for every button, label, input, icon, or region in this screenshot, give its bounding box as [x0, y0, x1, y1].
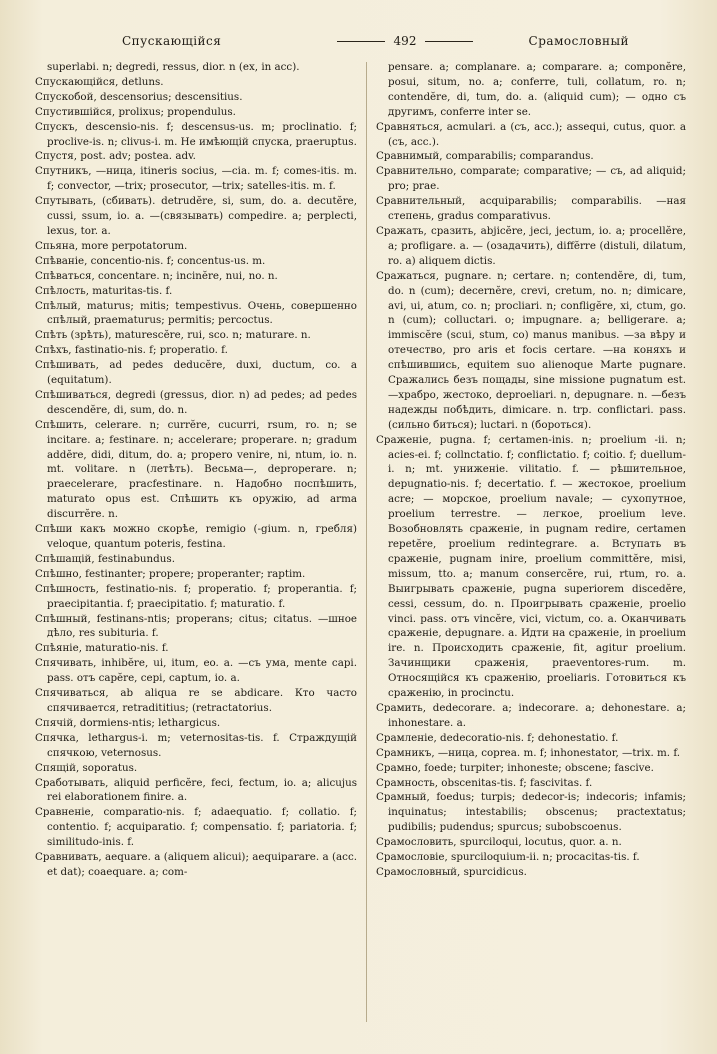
dictionary-entry: Спѣшащій, festinabundus.	[35, 552, 175, 565]
dictionary-entry: Спячій, dormiens-ntis; lethargicus.	[35, 716, 221, 729]
dictionary-entry: Срамленіе, dedecoratio-nis. f; dehonestatio. f.	[376, 731, 619, 744]
dictionary-entry: Спящій, soporatus.	[35, 761, 138, 774]
page-header	[40, 34, 677, 52]
dictionary-entry: Спячиваться, ab aliqua re se abdicare. Кто часто спячивается, retradititius; (retractatorius.	[35, 687, 357, 714]
dictionary-entry: superlabi. n; degredi, ressus, dior. n (ex, in acc).	[47, 61, 300, 73]
dictionary-entry: Спутникъ, —ница, itineris socius, —cia. m. f; comes-itis. m. f; convector, —trix; prosecutor, —trix; satelles-itis. m. f.	[35, 165, 357, 193]
dictionary-entry: Спѣшивать, ad pedes deducĕre, duxi, ductum, co. a (equitatum).	[35, 359, 357, 387]
right-column	[376, 60, 686, 880]
column-divider	[366, 62, 367, 1022]
dictionary-entry: Спѣяніе, maturatio-nis. f.	[35, 642, 169, 655]
dictionary-entry: Сравнивать, aequare. a (aliquem alicui); aequiparare. a (acc. et dat); coaequare. a; com-	[35, 851, 357, 878]
dictionary-entry: Сражаться, pugnare. n; certare. n; contendĕre, di, tum, do. n (cum); decernĕre, crevi, cretum, no. n; dimicare, avi, ui, atum, co. n; procliari. n; confligĕre, xi, ctum, go. n (cum); colluctari. o; impugnare. a; belligerare. a; immiscĕre (scui, stum, co) manus manibus. —за вѣру и отечество, pro aris et focis certare. —на коняхъ и спѣшившись, equitem suo alienoque Marte pugnare. Сражались безъ пощады, sine missione pugnatum est. —храбро, жестоко, deproeliari. n, depugnare. n. —безъ надежды побѣдить, dimicare. n. trp. conflictari. pass. (сильно биться); luctari. n (бороться).	[376, 269, 686, 431]
dictionary-entry: Спустя, post. adv; postea. adv.	[35, 150, 196, 163]
dictionary-entry: Спѣшить, celerare. n; currĕre, cucurri, rsum, ro. n; se incitare. a; festinare. n; accelerare; properare. n; gradum addĕre, didi, ditum, do. a; propero venire, ni, ntum, io. n. mt. volitare. n (летѣть). Весьма—, deproperare. n; praecelerare, pracfestinare. n. Надобно поспѣшить, maturato opus est. Спѣшить къ оружію, ad arma discurrĕre. n.	[35, 418, 357, 521]
dictionary-entry: Спускающійся, detluns.	[35, 75, 164, 88]
dictionary-entry: Спѣваться, concentare. n; incinĕre, nui, no. n.	[35, 269, 278, 282]
dictionary-entry: Сравнимый, comparabilis; comparandus.	[376, 150, 594, 163]
dictionary-entry: Сравняться, acmulari. a (съ, acc.); assequi, cutus, quor. a (съ, acc.).	[376, 120, 686, 148]
dictionary-entry: Спѣлый, maturus; mitis; tempestivus. Очень, совершенно спѣлый, praematurus; permitis; percoctus.	[35, 299, 357, 327]
dictionary-entry: Спѣши какъ можно скорѣе, remigio (-gium. n, гребля) veloque, quantum poteris, festina.	[35, 523, 357, 550]
dictionary-entry: Сравнительно, comparate; comparative; — съ, ad aliquid; pro; prae.	[376, 165, 686, 193]
dictionary-entry: Спускъ, descensio-nis. f; descensus-us. m; proclinatio. f; proclive-is. n; clivus-i. m. Не имѣющій спуска, praeruptus.	[35, 120, 357, 148]
dictionary-entry: Спѣшиваться, degredi (gressus, dior. n) ad pedes; ad pedes descendĕre, di, sum, do. n.	[35, 388, 357, 416]
dictionary-entry: Спячка, lethargus-i. m; veternositas-tis. f. Страждущій спячкою, veternosus.	[35, 731, 357, 759]
page-number-block	[310, 34, 500, 48]
dictionary-entry: Спускобой, descensorius; descensitius.	[35, 90, 243, 103]
dictionary-entry: Сраженіе, pugna. f; certamen-inis. n; proelium -ii. n; acies-ei. f; collnctatio. f; conflictatio. f; coitio. f; duellum-i. n; mt. униженіе. vilitatio. f. — рѣшительное, depugnatio-nis. f; decertatio. f. — жестокое, proelium acre; — морское, proelium navale; — сухопутное, proelium terrestre. — легкое, proelium leve. Возобновлять сраженіе, in pugnam redire, certamen repetĕre, proelium redintegrare. a. Вступать въ сраженіе, pugnam inire, proelium committĕre, misi, missum, tto. a; manum consercĕre, rui, rtum, ro. a. Выигрывать сраженіе, pugna superiorem discedĕre, cessi, cessum, do. n. Проигрывать сраженіе, proelio vinci. pass. отъ vincĕre, vici, victum, co. a. Оканчивать сраженіе, depugnare. a. Идти на сраженіе, in proelium ire. n. Происходить сраженіе, fit, agitur proelium. Зачинщики сраженія, praeventores-rum. m. Относящійся къ сраженію, proeliaris. Готовиться къ сраженію, in procinctu.	[376, 433, 686, 700]
running-head-right: Срамословный	[528, 34, 629, 48]
dictionary-entry: Срамословить, spurciloqui, locutus, quor. a. n.	[376, 836, 622, 849]
dictionary-entry: Спѣшно, festinanter; propere; properanter; raptim.	[35, 567, 306, 580]
dictionary-entry: Спячивать, inhibĕre, ui, itum, eo. a. —съ ума, mente capi. pass. отъ capĕre, cepi, captum, io. a.	[35, 657, 357, 685]
dictionary-entry: Срамословный, spurcidicus.	[376, 865, 527, 878]
running-head-left: Спускающійся	[122, 34, 222, 48]
dictionary-entry: pensare. a; complanare. a; comparare. a; componĕre, posui, situm, no. a; conferre, tuli, collatum, ro. n; contendĕre, di, tum, do. a. (aliquid cum); — одно съ другимъ, conferre inter se.	[388, 61, 686, 118]
dictionary-entry: Срамно, foede; turpiter; inhoneste; obscene; fascive.	[376, 761, 654, 774]
dictionary-entry: Спѣшность, festinatio-nis. f; properatio. f; properantia. f; praecipitantia. f; praecipitatio. f; maturatio. f.	[35, 582, 357, 610]
dictionary-entry: Срамникъ, —ница, coprea. m. f; inhonestator, —trix. m. f.	[376, 746, 681, 759]
dictionary-entry: Сражать, сразить, abjicĕre, jeci, jectum, io. a; procellĕre, a; profligare. a. — (озадачить), diffĕrre (distuli, dilatum, ro. a) aliquem dictis.	[376, 224, 686, 267]
dictionary-entry: Спѣть (зрѣть), maturescĕre, rui, sco. n; maturare. n.	[35, 329, 311, 342]
dictionary-entry: Спутывать, (сбивать). detrudĕre, si, sum, do. a. decutĕre, cussi, ssum, io. a. —(связывать) compedire. a; perplecti, lexus, tor. a.	[35, 195, 357, 237]
dictionary-entry: Срамность, obscenitas-tis. f; fascivitas. f.	[376, 776, 593, 789]
dictionary-entry: Сравнительный, acquiparabilis; comparabilis. —ная степень, gradus comparativus.	[376, 195, 686, 223]
dictionary-entry: Спѣваніе, concentio-nis. f; concentus-us. m.	[35, 254, 266, 267]
dictionary-entry: Спѣлость, maturitas-tis. f.	[35, 284, 173, 297]
header-rule-right	[425, 41, 473, 42]
left-column	[35, 60, 357, 880]
dictionary-entry: Сравненіе, comparatio-nis. f; adaequatio. f; collatio. f; contentio. f; acquiparatio. f; compensatio. f; pariatoria. f; similitudo-inis. f.	[35, 806, 357, 849]
page-number: 492	[393, 34, 417, 48]
header-rule-left	[337, 41, 385, 42]
dictionary-entry: Срамословіе, spurciloquium-ii. n; procacitas-tis. f.	[376, 851, 640, 864]
dictionary-entry: Спустившійся, prolixus; propendulus.	[35, 105, 236, 118]
dictionary-entry: Срамный, foedus; turpis; dedecor-is; indecoris; infamis; inquinatus; intestabilis; obscenus; practextatus; pudibilis; pudendus; spurcus; subobscoenus.	[376, 791, 686, 834]
dictionary-entry: Спѣшный, festinans-ntis; properans; citus; citatus. —шное дѣло, res subituria. f.	[35, 612, 357, 640]
dictionary-entry: Сработывать, aliquid perficĕre, feci, fectum, io. a; alicujus rei elaborationem finire. a.	[35, 776, 357, 804]
dictionary-entry: Спьяна, more perpotatorum.	[35, 239, 188, 252]
dictionary-entry: Срамить, dedecorare. a; indecorare. a; dehonestare. a; inhonestare. a.	[376, 701, 686, 729]
dictionary-entry: Спѣхъ, fastinatio-nis. f; properatio. f.	[35, 344, 228, 357]
